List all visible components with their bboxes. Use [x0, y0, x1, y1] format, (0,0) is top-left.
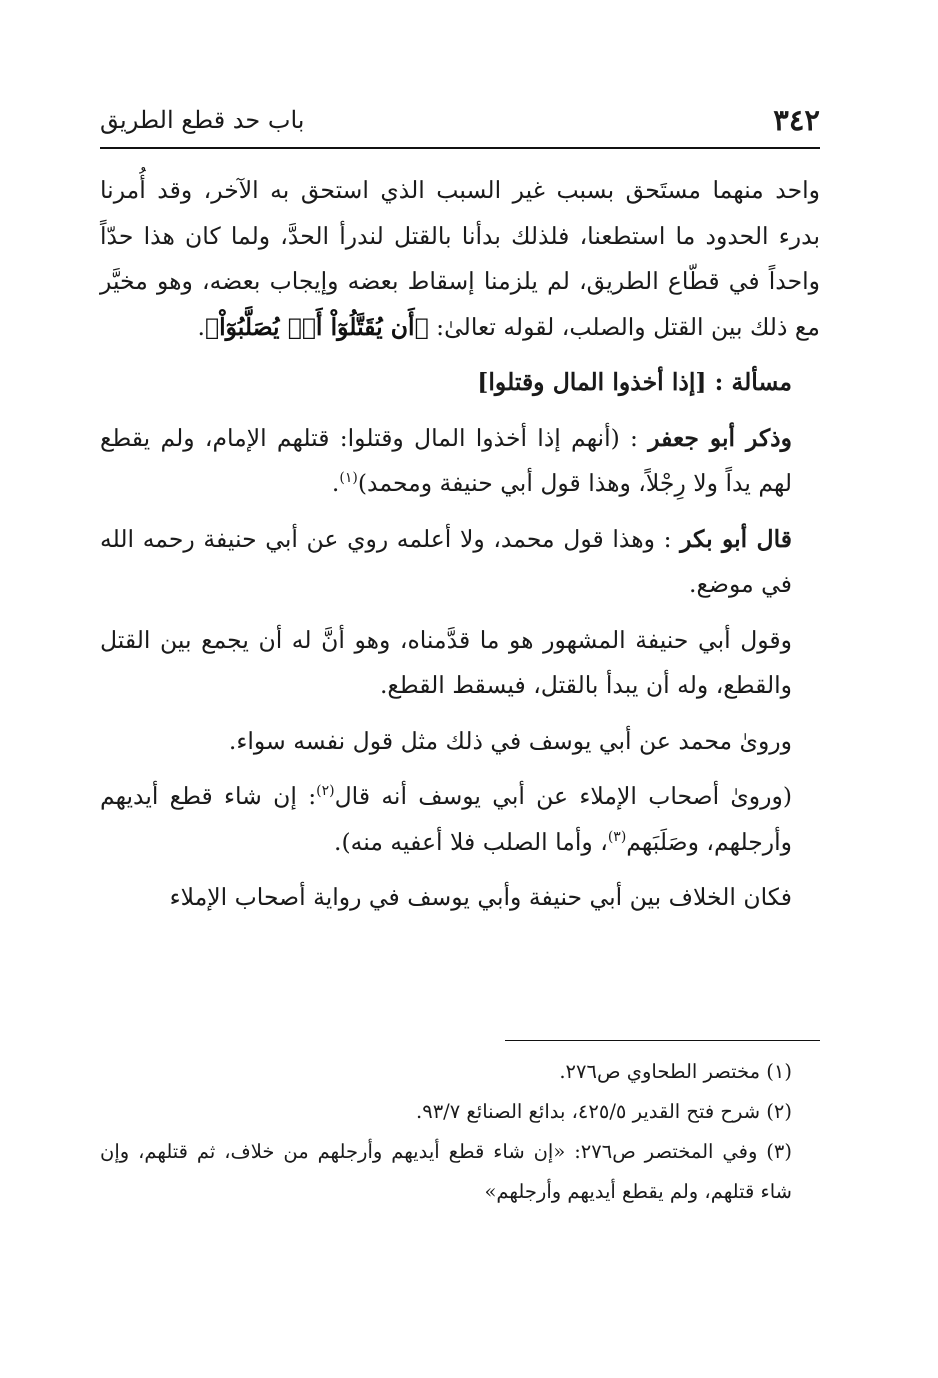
paragraph-1-end: . — [197, 312, 205, 341]
paragraph-2-lead: وذكر أبو جعفر — [648, 423, 792, 452]
page-header — [100, 98, 820, 142]
footnote-rule — [505, 1040, 820, 1041]
footnote-ref-2: (٢) — [316, 783, 335, 800]
paragraph-1 — [100, 168, 820, 350]
footnote-1: (١) مختصر الطحاوي ص٢٧٦. — [559, 1060, 792, 1083]
footnote-ref-1: (١) — [339, 470, 358, 487]
footnote-2: (٢) شرح فتح القدير ٤٢٥/٥، بدائع الصنائع ٩٣/٧. — [416, 1100, 792, 1123]
running-title: باب حد قطع الطريق — [100, 106, 305, 134]
paragraph-2-text: : (أنهم إذا أخذوا المال وقتلوا: قتلهم الإمام، ولم يقطع لهم يداً ولا رِجْلاً، وهذا قول أبي حنيفة ومحمد) — [100, 423, 792, 497]
footnote-3: (٣) وفي المختصر ص٢٧٦: «إن شاء قطع أيديهم وأرجلهم من خلاف، ثم قتلهم، وإن شاء قتلهم، ولم يقطع أيديهم وأرجلهم» — [100, 1140, 792, 1203]
paragraph-5: وروىٰ محمد عن أبي يوسف في ذلك مثل قول نفسه سواء. — [228, 726, 792, 755]
paragraph-3 — [100, 517, 820, 608]
paragraph-6 — [100, 774, 820, 865]
paragraph-2 — [100, 416, 820, 507]
paragraph-6-text-c: ، وأما الصلب فلا أعفيه منه). — [334, 827, 608, 856]
footnotes — [100, 1052, 820, 1212]
paragraph-1-text: واحد منهما مستَحق بسبب غير السبب الذي استحق به الآخر، وقد أُمرنا بدرء الحدود ما استطعنا، فلذلك بدأنا بالقتل لندرأ الحدَّ، ولما كان هذا حدّاً واحداً في قطّاع الطريق، لم يلزمنا إسقاط بعضه وإيجاب بعضه، وهو مخيَّر مع ذلك بين القتل والصلب، لقوله تعالىٰ: — [100, 176, 820, 341]
paragraph-3-lead: قال أبو بكر — [680, 524, 793, 553]
paragraph-2-end: . — [331, 469, 340, 497]
paragraph-7: فكان الخلاف بين أبي حنيفة وأبي يوسف في رواية أصحاب الإملاء — [169, 883, 792, 911]
quran-verse: ﴿أَن يُقَتَّلُوٓاْ أَوۡ يُصَلَّبُوٓاْ﴾ — [204, 312, 429, 341]
page-number: ٣٤٢ — [773, 103, 820, 137]
paragraph-6-text-a: (وروىٰ أصحاب الإملاء عن أبي يوسف أنه قال — [334, 782, 793, 810]
section-heading: مسألة : [إذا أخذوا المال وقتلوا] — [477, 368, 792, 396]
header-rule — [100, 147, 820, 149]
paragraph-3-text: : وهذا قول محمد، ولا أعلمه روي عن أبي حنيفة رحمه الله في موضع. — [100, 524, 792, 598]
main-text — [100, 168, 820, 921]
paragraph-6-text-b: : إن شاء قطع أيديهم وأرجلهم، وصَلَبَهم — [100, 782, 792, 856]
paragraph-4: وقول أبي حنيفة المشهور هو ما قدَّمناه، وهو أنَّ له أن يجمع بين القتل والقطع، وله أن يبدأ بالقتل، فيسقط القطع. — [100, 625, 792, 699]
footnote-ref-3: (٣) — [607, 828, 627, 845]
